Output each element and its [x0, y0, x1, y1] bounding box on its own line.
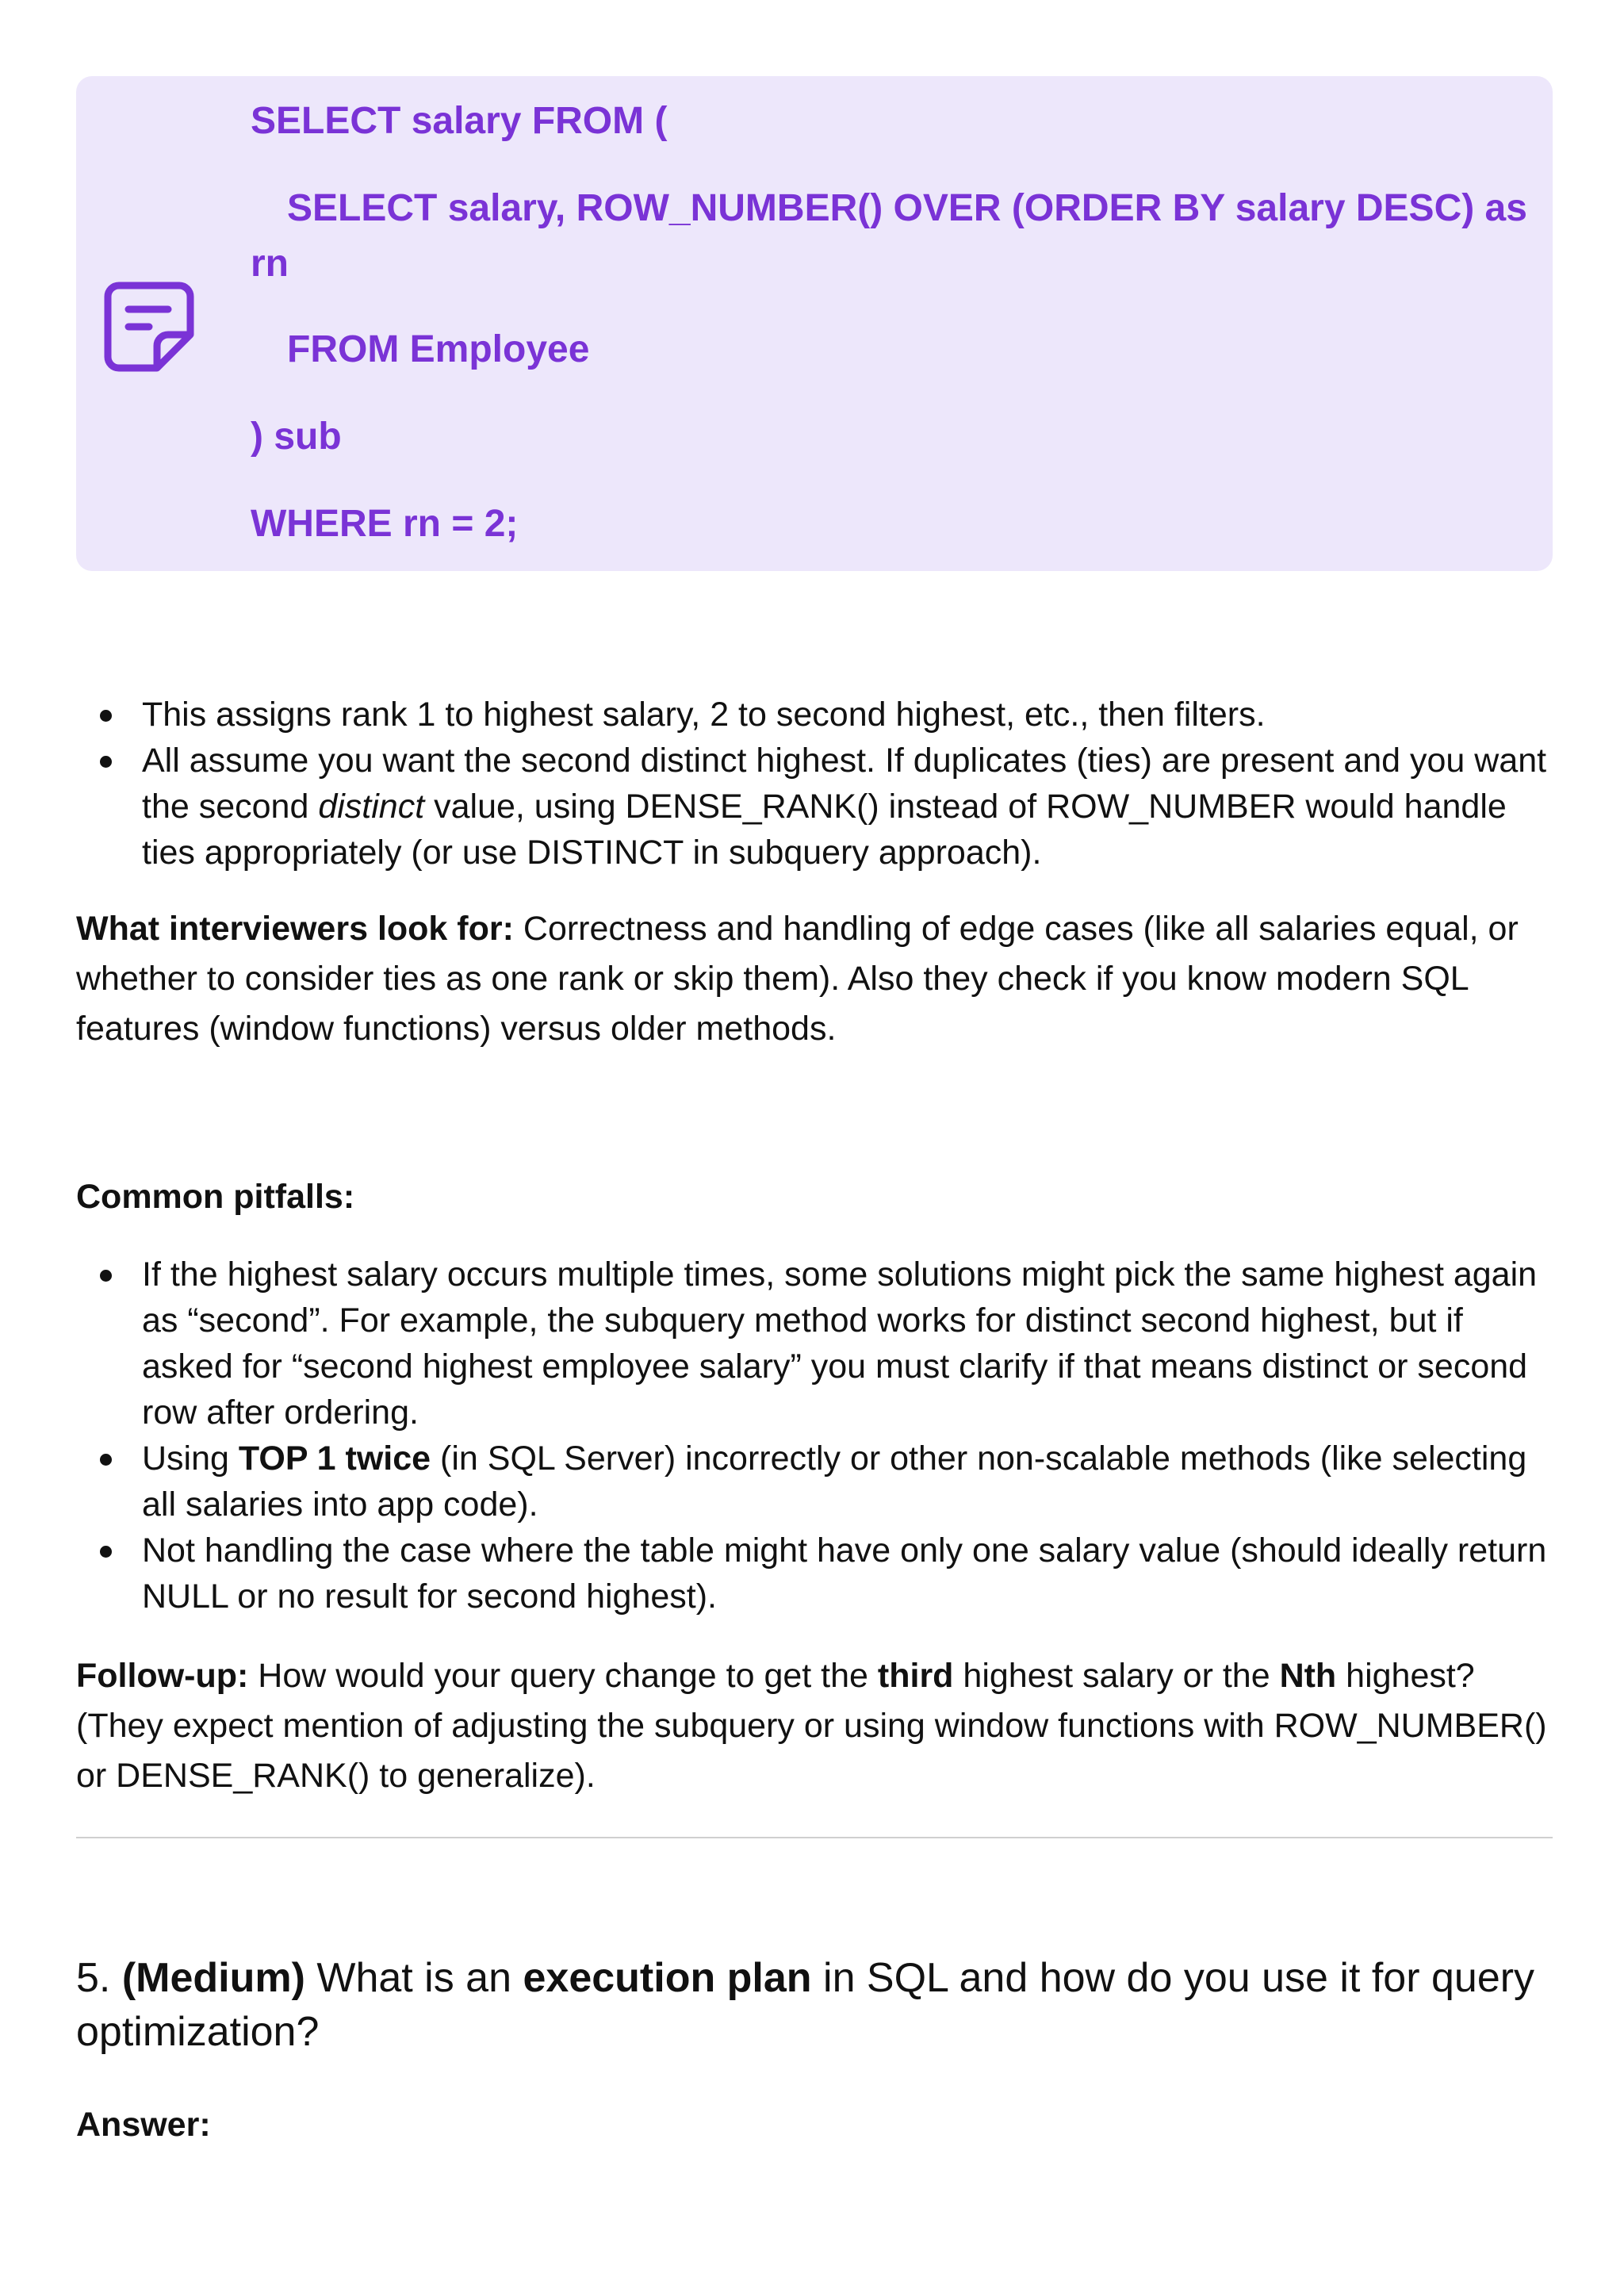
followup-label: Follow-up: — [76, 1657, 249, 1695]
bullet-icon — [100, 1270, 112, 1282]
interviewers-paragraph: What interviewers look for: Correctness and handling of edge cases (like all salaries equal, or whether to consider ties as one rank or skip them). Also they check if you know modern SQL features (window functions) versus older methods. — [76, 910, 1519, 1048]
question-heading: 5. (Medium) What is an execution plan in SQL and how do you use it for query optimization? — [76, 1955, 1535, 2055]
list-item: Using TOP 1 twice (in SQL Server) incorrectly or other non-scalable methods (like selecting all salaries into app code). — [76, 1435, 1553, 1527]
answer-label: Answer: — [76, 2106, 211, 2144]
code-line: WHERE rn = 2; — [251, 503, 519, 545]
bullet-icon — [100, 756, 112, 768]
code-line: FROM Employee — [287, 328, 590, 370]
interviewers-label: What interviewers look for: — [76, 910, 514, 948]
bullet-icon — [100, 710, 112, 722]
list-item: All assume you want the second distinct highest. If duplicates (ties) are present and you want the second distinct value, using DENSE_RANK() instead of ROW_NUMBER would handle ties appropriately (or use DISTINCT in subquery approach). — [76, 738, 1553, 876]
code-line: SELECT salary FROM ( — [251, 100, 668, 142]
pitfalls-heading: Common pitfalls: — [76, 1178, 355, 1216]
code-line: ) sub — [251, 416, 342, 458]
explanation-list — [76, 692, 1553, 876]
code-line: rn — [251, 243, 289, 285]
list-item: Not handling the case where the table might have only one salary value (should ideally return NULL or no result for second highest). — [76, 1527, 1553, 1619]
followup-paragraph: Follow-up: How would your query change to get the third highest salary or the Nth highest? (They expect mention of adjusting the subquery or using window functions with ROW_NUMBER() or DENSE_RANK() to generalize). — [76, 1657, 1547, 1795]
pitfalls-list — [76, 1251, 1553, 1619]
bullet-icon — [100, 1454, 112, 1466]
section-divider — [76, 1837, 1553, 1838]
sticky-note-icon — [102, 279, 197, 374]
list-item: If the highest salary occurs multiple times, some solutions might pick the same highest again as “second”. For example, the subquery method works for distinct second highest, but if asked for “second highest employee salary” you must clarify if that means distinct or second row after ordering. — [76, 1251, 1553, 1435]
list-item: This assigns rank 1 to highest salary, 2 to second highest, etc., then filters. — [76, 692, 1553, 738]
code-line: SELECT salary, ROW_NUMBER() OVER (ORDER BY salary DESC) as — [287, 187, 1527, 229]
bullet-icon — [100, 1546, 112, 1558]
